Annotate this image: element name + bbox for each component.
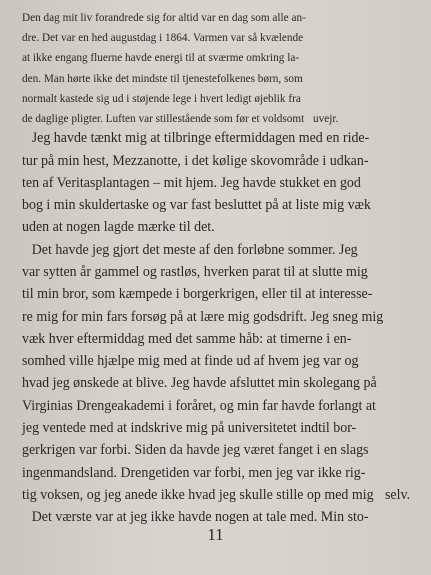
text-line: væk hver eftermiddag med det samme håb: at timerne i en- (22, 330, 352, 347)
paragraph (22, 239, 420, 507)
paragraph (22, 127, 420, 238)
text-line: Det værste var at jeg ikke havde nogen at tale med. Min sto- (31, 509, 369, 526)
text-line: uden at nogen lagde mærke til det. (22, 219, 215, 236)
text-line: somhed ville hjælpe mig med at finde ud af hvem jeg var og (22, 353, 359, 370)
text-line: tur på min hest, Mezzanotte, i det kølige skovområde i udkan- (22, 152, 369, 169)
text-line: ten af Veritasplantagen – mit hjem. Jeg havde stukket en god (22, 174, 361, 191)
text-line: uvejr. (313, 112, 339, 126)
text-line: re mig for min fars forsøg på at lære mig godsdrift. Jeg sneg mig (22, 308, 384, 325)
text-line: normalt kastede sig ud i støjende lege i hvert ledigt øjeblik fra (22, 91, 301, 105)
text-line: var sytten år gammel og rastløs, hverken parat til at slutte mig (22, 264, 368, 280)
text-line: jeg ventede med at indskrive mig på universitetet indtil bor- (22, 420, 357, 437)
paragraph (22, 6, 420, 127)
text-line: hvad jeg ønskede at blive. Jeg havde afsluttet min skolegang på (22, 375, 377, 392)
text-line: Jeg havde tænkt mig at tilbringe eftermiddagen med en ride- (31, 130, 370, 147)
text-line: Virginias Drengeakademi i foråret, og min far havde forlangt at (22, 397, 376, 414)
text-line: ingenmandsland. Drengetiden var forbi, men jeg var ikke rig- (22, 464, 366, 481)
text-line: til min bror, som kæmpede i borgerkrigen, eller til at interesse- (22, 286, 373, 303)
page-number: 11 (207, 525, 224, 544)
text-line: Det havde jeg gjort det meste af den forløbne sommer. Jeg (31, 241, 358, 258)
text-line: at ikke engang fluerne havde energi til at sværme omkring la- (22, 51, 300, 65)
text-line: bog i min skuldertaske og var fast besluttet på at liste mig væk (22, 197, 371, 214)
text-line: tig voksen, og jeg anede ikke hvad jeg skulle stille op med mig (22, 486, 374, 503)
text-line: gerkrigen var forbi. Siden da havde jeg været fanget i en slags (22, 442, 369, 459)
text-line: de daglige pligter. Luften var stillestående som før et voldsomt (22, 112, 305, 126)
text-line: dre. Det var en hed augustdag i 1864. Varmen var så kvælende (22, 31, 304, 45)
text-line: den. Man hørte ikke det mindste til tjenestefolkenes børn, som (22, 71, 303, 85)
text-line: selv. (384, 486, 410, 503)
text-line: Den dag mit liv forandrede sig for altid var en dag som alle an- (22, 11, 306, 24)
book-page (22, 6, 420, 529)
